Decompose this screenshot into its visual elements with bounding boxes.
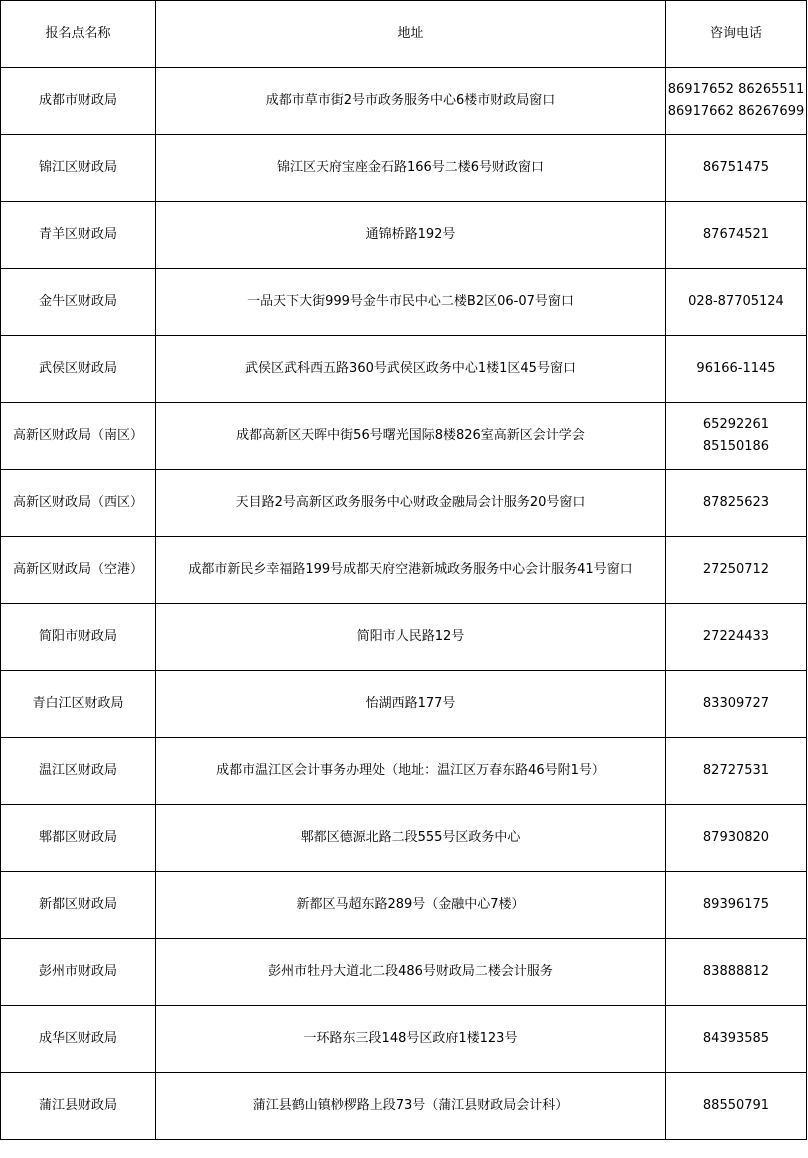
table-row (1, 872, 807, 939)
registration-point-name: 温江区财政局 (1, 738, 156, 805)
registration-point-name: 青羊区财政局 (1, 202, 156, 269)
registration-point-name: 成都市财政局 (1, 68, 156, 135)
registration-point-name: 蒲江县财政局 (1, 1073, 156, 1140)
phone-number: 88550791 (702, 1098, 770, 1113)
table-row (1, 671, 807, 738)
registration-point-address: 成都市温江区会计事务办理处（地址：温江区万春东路46号附1号） (156, 738, 666, 805)
table-body (1, 68, 807, 1140)
registration-point-phone (666, 537, 807, 604)
registration-point-address: 郫都区德源北路二段555号区政务中心 (156, 805, 666, 872)
table-row (1, 269, 807, 336)
registration-point-phone (666, 202, 807, 269)
registration-point-address: 怡湖西路177号 (156, 671, 666, 738)
phone-number: 89396175 (702, 897, 770, 912)
phone-number: 84393585 (702, 1031, 770, 1046)
header-phone: 咨询电话 (666, 1, 807, 68)
phone-number: 85150186 (702, 439, 770, 454)
registration-point-phone (666, 1073, 807, 1140)
table-row (1, 135, 807, 202)
registration-point-address: 一环路东三段148号区政府1楼123号 (156, 1006, 666, 1073)
registration-point-phone (666, 604, 807, 671)
registration-point-phone (666, 805, 807, 872)
table-row (1, 939, 807, 1006)
registration-point-phone (666, 68, 807, 135)
registration-point-address: 蒲江县鹤山镇桫椤路上段73号（蒲江县财政局会计科） (156, 1073, 666, 1140)
table-row (1, 403, 807, 470)
header-name: 报名点名称 (1, 1, 156, 68)
header-address: 地址 (156, 1, 666, 68)
table-row (1, 470, 807, 537)
registration-point-address: 新都区马超东路289号（金融中心7楼） (156, 872, 666, 939)
table-row (1, 604, 807, 671)
registration-point-phone (666, 470, 807, 537)
phone-number: 65292261 (702, 417, 770, 432)
registration-point-name: 新都区财政局 (1, 872, 156, 939)
table-row (1, 68, 807, 135)
registration-point-phone (666, 403, 807, 470)
table-row (1, 202, 807, 269)
registration-point-name: 锦江区财政局 (1, 135, 156, 202)
table-row (1, 738, 807, 805)
table-row (1, 1073, 807, 1140)
phone-number: 87930820 (702, 830, 770, 845)
phone-number: 83309727 (702, 696, 770, 711)
registration-point-address: 简阳市人民路12号 (156, 604, 666, 671)
phone-number: 27250712 (702, 562, 770, 577)
registration-point-address: 天目路2号高新区政务服务中心财政金融局会计服务20号窗口 (156, 470, 666, 537)
registration-point-name: 郫都区财政局 (1, 805, 156, 872)
table-row (1, 1006, 807, 1073)
phone-number: 96166-1145 (696, 361, 776, 376)
registration-point-name: 彭州市财政局 (1, 939, 156, 1006)
registration-point-address: 成都高新区天晖中街56号曙光国际8楼826室高新区会计学会 (156, 403, 666, 470)
registration-point-address: 成都市草市街2号市政务服务中心6楼市财政局窗口 (156, 68, 666, 135)
phone-number: 028-87705124 (688, 294, 784, 309)
registration-point-phone (666, 939, 807, 1006)
registration-point-name: 高新区财政局（南区） (1, 403, 156, 470)
phone-number: 86751475 (702, 160, 770, 175)
phone-number: 87674521 (702, 227, 770, 242)
registration-point-phone (666, 738, 807, 805)
phone-number: 86917662 86267699 (667, 104, 805, 119)
phone-number: 27224433 (702, 629, 770, 644)
registration-point-phone (666, 671, 807, 738)
registration-point-phone (666, 135, 807, 202)
phone-number: 86917652 86265511 (667, 82, 805, 97)
registration-point-address: 一品天下大街999号金牛市民中心二楼B2区06-07号窗口 (156, 269, 666, 336)
registration-point-name: 成华区财政局 (1, 1006, 156, 1073)
table-row (1, 537, 807, 604)
registration-point-phone (666, 1006, 807, 1073)
table-row (1, 805, 807, 872)
registration-point-name: 武侯区财政局 (1, 336, 156, 403)
registration-point-address: 通锦桥路192号 (156, 202, 666, 269)
table-header-row (1, 1, 807, 68)
phone-number: 82727531 (702, 763, 770, 778)
registration-point-name: 青白江区财政局 (1, 671, 156, 738)
registration-point-name: 金牛区财政局 (1, 269, 156, 336)
registration-point-name: 高新区财政局（西区） (1, 470, 156, 537)
table-row (1, 336, 807, 403)
registration-point-address: 武侯区武科西五路360号武侯区政务中心1楼1区45号窗口 (156, 336, 666, 403)
registration-point-phone (666, 872, 807, 939)
registration-point-phone (666, 269, 807, 336)
registration-point-name: 高新区财政局（空港） (1, 537, 156, 604)
registration-point-address: 成都市新民乡幸福路199号成都天府空港新城政务服务中心会计服务41号窗口 (156, 537, 666, 604)
phone-number: 87825623 (702, 495, 770, 510)
phone-number: 83888812 (702, 964, 770, 979)
registration-point-phone (666, 336, 807, 403)
registration-point-address: 彭州市牡丹大道北二段486号财政局二楼会计服务 (156, 939, 666, 1006)
registration-point-address: 锦江区天府宝座金石路166号二楼6号财政窗口 (156, 135, 666, 202)
registration-point-name: 简阳市财政局 (1, 604, 156, 671)
